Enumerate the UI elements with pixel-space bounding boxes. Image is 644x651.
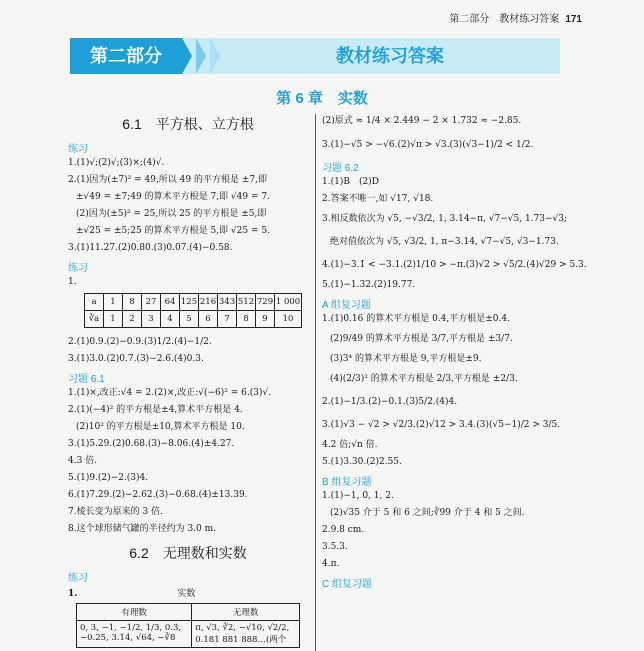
table-cell: 1 — [104, 294, 123, 311]
answer-line: (2)因为(±5)² = 25,所以 25 的平方根是 ±5,即 — [76, 209, 267, 219]
answer-line: 7.棱长变为原来的 3 倍. — [68, 507, 163, 517]
answer-line: 4.π. — [322, 559, 340, 569]
table-row — [77, 604, 300, 621]
cell-line: 0, 3, −1, −1/2, 1/3, 0.3̇, — [80, 623, 182, 633]
answer-line: (2)原式 ≈ 1/4 × 2.449 − 2 × 1.732 ≈ −2.85. — [322, 116, 522, 126]
answer-line: 8.这个球形储气罐的半径约为 3.0 m. — [68, 524, 217, 534]
table-cell: 6 — [199, 311, 218, 328]
section-title: 6.1 平方根、立方根 — [122, 116, 254, 132]
table-cell: 2 — [123, 311, 142, 328]
cell-line: 0.181 881 888…(两个 — [195, 635, 287, 645]
table-caption-text: 实数 — [177, 589, 196, 599]
table-caption — [68, 586, 308, 599]
answer-line: 1.(1)−1, 0, 1, 2. — [322, 491, 394, 501]
table-cell: 5 — [180, 311, 199, 328]
answer-line: 1.(1)×,改正:√4 = 2.(2)×,改正:√(−6)² = 6.(3)√. — [68, 388, 272, 398]
answer-line: 3.(1)−√5 > −√6.(2)√π > √3.(3)(√3−1)/2 < 1/2. — [322, 140, 534, 150]
table-cell — [77, 621, 192, 648]
table-header-cell: 有理数 — [77, 604, 192, 621]
table-cell: 1 — [104, 311, 123, 328]
exercise-heading: C 组复习题 — [322, 579, 372, 590]
part-label: 第二部分 — [70, 38, 182, 74]
answer-line: 3.(1)3.0.(2)0.7.(3)−2.6.(4)0.3. — [68, 354, 204, 364]
part-banner — [70, 38, 560, 74]
answer-line: 5.(1)3.30.(2)2.55. — [322, 457, 402, 467]
table-cell: 729 — [256, 294, 275, 311]
answer-line: 2.(1)0.9.(2)−0.9.(3)1/2.(4)−1/2. — [68, 337, 212, 347]
answer-line: 3.(1)5.29.(2)0.68.(3)−8.06.(4)±4.27. — [68, 439, 235, 449]
table-cell: 8 — [123, 294, 142, 311]
exercise-heading: 练习 — [68, 573, 88, 584]
answer-line: 4.2 倍;√n 倍. — [322, 440, 378, 450]
answer-line: 2.(1)−1/3.(2)−0.1.(3)5/2.(4)4. — [322, 397, 458, 407]
table-cell: 216 — [199, 294, 218, 311]
answer-line: (4)(2/3)² 的算术平方根是 2/3,平方根是 ±2/3. — [330, 374, 518, 384]
exercise-heading: 练习 — [68, 263, 88, 274]
table-cell — [192, 621, 300, 648]
answer-line: 4.3 倍. — [68, 456, 98, 466]
table-cell: 10 — [275, 311, 302, 328]
table-label: 1. — [68, 277, 77, 287]
table-cell: 343 — [218, 294, 237, 311]
table-cell: ∛a — [85, 311, 104, 328]
answer-line: 3.5.3. — [322, 542, 348, 552]
cell-line: π, √3, ∛2, −√10, √2/2, — [195, 623, 290, 633]
section-title: 6.2 无理数和实数 — [129, 545, 247, 561]
exercise-heading: B 组复习题 — [322, 477, 372, 488]
answer-line: 6.(1)7.29.(2)−2.62.(3)−0.68.(4)±13.39. — [68, 490, 248, 500]
table-cell: 7 — [218, 311, 237, 328]
column-divider — [315, 114, 316, 651]
answer-line: 1.(1)0.16 的算术平方根是 0.4,平方根是±0.4. — [322, 314, 510, 324]
exercise-heading: 习题 6.1 — [68, 374, 105, 385]
table-header-cell: 无理数 — [192, 604, 300, 621]
answer-line: (2)9/49 的算术平方根是 3/7,平方根是 ±3/7. — [330, 334, 513, 344]
table-cell: 64 — [161, 294, 180, 311]
table-label: 1. — [68, 589, 78, 599]
real-number-table — [76, 603, 300, 648]
exercise-heading: 练习 — [68, 144, 88, 155]
cube-root-table — [84, 293, 302, 328]
exercise-heading: 习题 6.2 — [322, 163, 359, 174]
table-cell: 512 — [237, 294, 256, 311]
table-row — [85, 311, 302, 328]
header-text: 第二部分 教材练习答案 — [449, 14, 560, 25]
right-column — [322, 112, 587, 592]
answer-line: (2)10² 的平方根是±10,算术平方根是 10. — [76, 422, 245, 432]
answer-line: 2.9.8 cm. — [322, 525, 365, 535]
answer-line: ±√49 = ±7;49 的算术平方根是 7,即 √49 = 7. — [76, 192, 270, 202]
answer-line: ±√25 = ±5;25 的算术平方根是 5,即 √25 = 5. — [76, 226, 270, 236]
table-cell: 27 — [142, 294, 161, 311]
answer-line: 绝对值依次为 √5, √3/2, 1, π−3.14, √7−√5, √3−1.73. — [330, 237, 559, 247]
answer-line: 1.(1)B (2)D — [322, 177, 379, 187]
answer-line: (2)√35 介于 5 和 6 之间;∛99 介于 4 和 5 之间. — [330, 508, 525, 518]
table-cell: a — [85, 294, 104, 311]
running-header — [449, 10, 582, 25]
answer-line: 2.(1)因为(±7)² = 49,所以 49 的平方根是 ±7,即 — [68, 175, 267, 185]
page-number: 171 — [565, 14, 582, 25]
table-cell: 1 000 — [275, 294, 302, 311]
answer-line: 1.(1)√;(2)√;(3)×;(4)√. — [68, 158, 165, 168]
table-row — [85, 294, 302, 311]
exercise-heading: A 组复习题 — [322, 300, 371, 311]
answer-line: 5.(1)9.(2)−2.(3)4. — [68, 473, 149, 483]
answer-line: 2.(1)(−4)² 的平方根是±4,算术平方根是 4. — [68, 405, 243, 415]
answer-line: 3.(1)√3 − √2 > √2/3.(2)√12 > 3.4.(3)(√5−1)/2 > 3/5. — [322, 420, 561, 430]
chevron-decoration — [210, 38, 220, 74]
table-cell: 125 — [180, 294, 199, 311]
table-row — [77, 621, 300, 648]
answer-line: 3.(1)11.27.(2)0.80.(3)0.07.(4)−0.58. — [68, 243, 233, 253]
answer-line: 4.(1)−3.1̇ < −3.1.(2)1/10 > −π.(3)√2 > √5/2.(4)√29 > 5.3. — [322, 260, 587, 270]
answer-line: 5.(1)−1.32.(2)19.77. — [322, 280, 416, 290]
banner-title: 教材练习答案 — [336, 46, 444, 66]
answer-line: 3.相反数依次为 √5, −√3/2, 1, 3.14−π, √7−√5, 1.73−√3; — [322, 214, 568, 224]
chapter-title: 第 6 章 实数 — [276, 90, 368, 107]
table-cell: 4 — [161, 311, 180, 328]
table-cell: 9 — [256, 311, 275, 328]
table-cell: 3 — [142, 311, 161, 328]
table-cell: 8 — [237, 311, 256, 328]
left-column — [68, 112, 308, 648]
chevron-decoration — [196, 38, 206, 74]
chevron-decoration — [182, 38, 192, 74]
answer-line: (3)3⁴ 的算术平方根是 9,平方根是±9. — [330, 354, 482, 364]
answer-line: 2.答案不唯一,如 √17, √18. — [322, 194, 434, 204]
cell-line: −0.25, 3.14, √64, −∛8 — [80, 633, 176, 643]
